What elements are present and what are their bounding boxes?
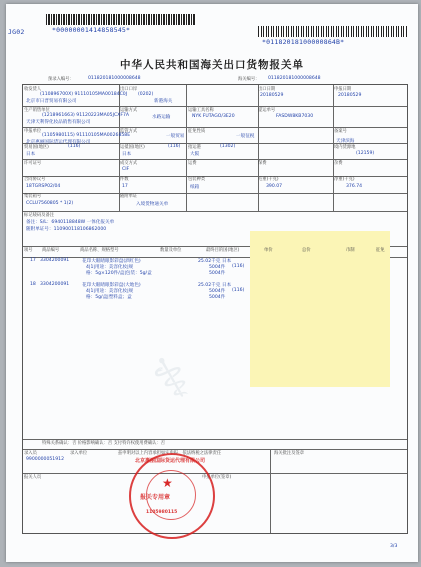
- gross-value: 390.07: [266, 184, 283, 189]
- deal-mode-value: CIF: [122, 167, 130, 172]
- freight-label: 运费: [188, 161, 197, 166]
- pack-value: 纸箱: [190, 185, 200, 190]
- declarant-person-label: 报关人员: [24, 475, 42, 480]
- special-relation: 特殊关系确认：否 价格影响确认：否 支付特许权使用费确认：否: [42, 441, 166, 446]
- export-port-code: (0202): [138, 92, 154, 97]
- vessel-label: 运输工具名称: [188, 108, 214, 113]
- row-spec1: 4|1|用途：美容化妆|规: [86, 289, 134, 294]
- supervision-label: 监管方式: [120, 129, 138, 134]
- row-qty: 25.02千克: [198, 259, 221, 264]
- goods-header-dest: 最终目的国(地区): [206, 248, 240, 253]
- manufacturer-code: (1218961663) 91120223MA05JCXF7A: [42, 113, 130, 118]
- row-spec2: 格：5g/盒|塑料盒；盒: [86, 295, 132, 300]
- deal-mode-label: 成交方式: [120, 161, 138, 166]
- pieces-label: 件数: [120, 177, 129, 182]
- transport-value: 水路运输: [152, 115, 171, 120]
- seal-bottom: 1105980115: [146, 510, 178, 515]
- row-dest: 日本: [222, 259, 232, 264]
- bill-label: 提运单号: [258, 108, 276, 113]
- row-hs-code: 3304200091: [40, 258, 70, 263]
- remark-line1: 备注：S/L：6940118848W 一体化报关单: [26, 220, 115, 225]
- goods-header-currency: 币制: [346, 248, 355, 253]
- trade-country-code: (116): [68, 144, 81, 149]
- barcode-left-number: *00000001414858545*: [52, 26, 131, 34]
- manufacturer-label: 生产销售单位: [24, 108, 50, 113]
- pieces-value: 17: [122, 184, 128, 189]
- customs-no-label: 海关编号：: [238, 77, 260, 82]
- row-spec1: 4|1|用途：美容化妆|规: [86, 265, 134, 270]
- goods-header-total: 总价: [302, 248, 311, 253]
- entry-clerk-label: 录入员: [24, 451, 37, 456]
- row-dest: 日本: [222, 283, 232, 288]
- customs-declaration-page: [6, 4, 418, 562]
- contract-label: 合同协议号: [24, 177, 46, 182]
- highlighted-price-area: [250, 231, 390, 387]
- record-label: 备案号: [334, 129, 347, 134]
- seal-star-icon: ★: [162, 476, 173, 490]
- domestic-source-code: (12159): [356, 151, 375, 156]
- marks-label: 标记唛码及备注: [24, 213, 55, 218]
- seal-text: 北京惠丽国际货运代理有限公司: [134, 458, 205, 464]
- declarant-name: 北京惠丽国际货运代理有限公司: [26, 140, 91, 145]
- misc-label: 杂费: [334, 161, 343, 166]
- watermark: ⚕: [140, 340, 204, 418]
- entry-unit-label: 录入单位: [70, 451, 88, 456]
- port-code: (1302): [220, 144, 236, 149]
- port-value: 大阪: [190, 152, 200, 157]
- pre-entry-value: 011820181000008648: [88, 76, 141, 81]
- pack-label: 包装种类: [188, 177, 206, 182]
- net-value: 376.74: [346, 184, 363, 189]
- dest-country-code: (116): [168, 144, 181, 149]
- container-label: 集装箱号: [24, 194, 42, 199]
- customs-notes-label: 海关批注及签章: [274, 451, 305, 456]
- consignor-code: (110896700X) 91110105MA00184C0J: [40, 92, 128, 97]
- declarant-code: (1105980115) 91110105MA0026858E: [42, 133, 131, 138]
- bill-value: FASDW8KB7030: [276, 114, 314, 119]
- docs-label: 随附单证: [120, 194, 138, 199]
- transport-label: 运输方式: [120, 108, 138, 113]
- goods-header-exempt: 征免: [376, 248, 385, 253]
- declarant-label: 申报单位: [24, 129, 42, 134]
- export-date-label: 出口日期: [258, 87, 276, 92]
- tax-value: 一般征税: [236, 134, 255, 139]
- goods-header-hscode: 商品编号: [42, 248, 60, 253]
- declare-date-label: 申报日期: [334, 87, 352, 92]
- net-label: 净重(千克): [334, 177, 355, 182]
- container-value: CCLU7560805 * 1(2): [26, 201, 74, 206]
- form-code: JG02: [8, 28, 25, 36]
- row-qty2: 5004件: [209, 289, 226, 294]
- contract-value: 18TGRSP02/04: [26, 184, 61, 189]
- export-port-name: 新港海关: [154, 99, 173, 104]
- declare-statement: 兹申明对以上内容承担如实申报、依法纳税之法律责任: [118, 451, 222, 456]
- goods-header-price: 单价: [264, 248, 273, 253]
- consignor-name: 北京市日晋贸易有限公司: [26, 99, 77, 104]
- row-name: 花印大眼睛眼影彩盘(酒红色): [82, 259, 141, 264]
- license-label: 许可证号: [24, 161, 42, 166]
- docs-value: 入境货物通关单: [136, 202, 169, 207]
- consignor-label: 收发货人: [24, 87, 42, 92]
- dest-country-label: 运抵国(地区): [120, 145, 145, 150]
- row-spec2: 格：5g×120件/盒|包装：5g/盒: [86, 271, 152, 276]
- tax-label: 征免性质: [188, 129, 206, 134]
- dest-country-value: 日本: [122, 152, 132, 157]
- goods-header-name: 商品名称、规格型号: [80, 248, 119, 253]
- trade-country-value: 日本: [26, 152, 36, 157]
- remark-line2: 随附单证号：110900118106862000: [26, 227, 107, 232]
- goods-header-item: 项号: [24, 248, 33, 253]
- document-title: 中华人民共和国海关出口货物报关单: [120, 59, 304, 71]
- row-qty3: 5004件: [209, 295, 226, 300]
- barcode-right-number: *01182018100000864B*: [262, 38, 345, 46]
- pre-entry-label: 预录入编号：: [48, 77, 74, 82]
- barcode-left: [46, 14, 196, 25]
- declarant-unit-label: 申报单位(签章): [202, 475, 232, 480]
- goods-header-qty: 数量及单位: [160, 248, 182, 253]
- row-item: 17: [30, 258, 36, 263]
- row-item: 18: [30, 282, 36, 287]
- page-number: 3/3: [390, 544, 398, 549]
- vessel-value: NYK FUTAGO/3E20: [192, 114, 235, 119]
- supervision-value: 一般贸易: [166, 134, 185, 139]
- export-date-value: 20180529: [260, 93, 284, 98]
- declare-date-value: 20180529: [338, 93, 362, 98]
- row-dest-code: (116): [232, 288, 245, 293]
- row-hs-code: 3304200091: [40, 282, 70, 287]
- row-dest-code: (116): [232, 264, 245, 269]
- seal-center: 报关专用章: [140, 494, 171, 501]
- trade-country-label: 贸易国(地区): [24, 145, 49, 150]
- export-port-label: 出口口岸: [120, 87, 138, 92]
- customs-no-value: 011820181000008648: [268, 76, 321, 81]
- barcode-right: [258, 26, 408, 37]
- row-qty: 25.02千克: [198, 283, 221, 288]
- domestic-source-label: 境内货源地: [334, 145, 356, 150]
- entry-clerk-value: 9900000051912: [26, 457, 64, 462]
- manufacturer-name: 天津天利得化妆品销售有限公司: [26, 120, 91, 125]
- row-name: 花印大眼睛眼影彩盘(大地色): [82, 283, 141, 288]
- insurance-label: 保费: [258, 161, 267, 166]
- row-qty3: 5004件: [209, 271, 226, 276]
- row-qty2: 5004件: [209, 265, 226, 270]
- domestic-source-value: 天津滨海: [336, 139, 355, 144]
- port-label: 指运港: [188, 145, 201, 150]
- gross-label: 毛重(千克): [258, 177, 279, 182]
